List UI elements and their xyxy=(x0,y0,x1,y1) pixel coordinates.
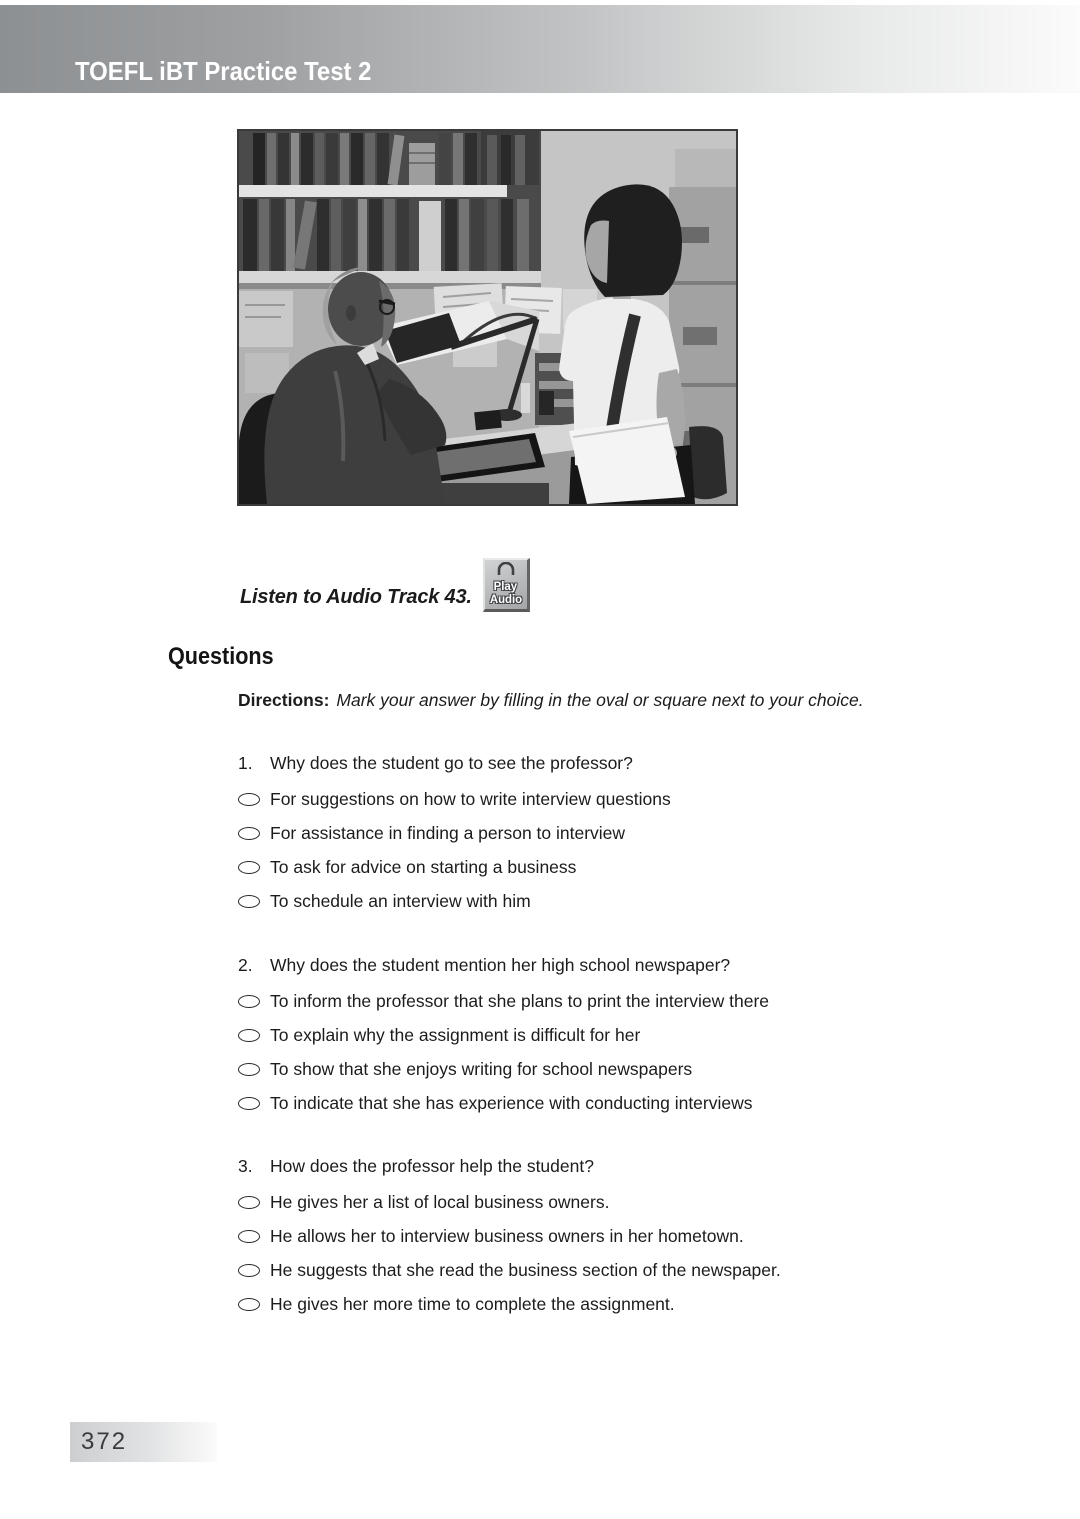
office-scene-graphic xyxy=(239,131,736,504)
question-2 xyxy=(238,954,1038,977)
answer-oval[interactable] xyxy=(238,1196,260,1209)
bookshelf xyxy=(239,131,541,289)
answer-oval[interactable] xyxy=(238,1063,260,1076)
answer-option xyxy=(238,856,1038,879)
answer-option-label: To schedule an interview with him xyxy=(270,891,531,911)
answer-oval[interactable] xyxy=(238,1029,260,1042)
question-2-text: Why does the student mention her high school newspaper? xyxy=(270,955,731,975)
answer-option-label: To ask for advice on starting a business xyxy=(270,857,577,877)
answer-option-label: For suggestions on how to write interview questions xyxy=(270,789,671,809)
question-2-number: 2. xyxy=(238,955,253,975)
answer-option-label: To indicate that she has experience with conducting interviews xyxy=(270,1093,753,1113)
header-band xyxy=(0,5,1080,93)
page-title: TOEFL iBT Practice Test 2 xyxy=(75,56,372,86)
answer-option xyxy=(238,1092,1038,1115)
directions-text: Mark your answer by filling in the oval or square next to your choice. xyxy=(336,690,864,710)
answer-option xyxy=(238,990,1038,1013)
headphones-icon xyxy=(496,562,516,580)
answer-oval[interactable] xyxy=(238,1230,260,1243)
answer-oval[interactable] xyxy=(238,861,260,874)
answer-option xyxy=(238,1259,1038,1282)
answer-oval[interactable] xyxy=(238,827,260,840)
answer-option-label: He gives her a list of local business owners. xyxy=(270,1192,610,1212)
question-1-text: Why does the student go to see the professor? xyxy=(270,753,633,773)
question-3-text: How does the professor help the student? xyxy=(270,1156,594,1176)
answer-option-label: He gives her more time to complete the assignment. xyxy=(270,1294,675,1314)
answer-option xyxy=(238,822,1038,845)
answer-option xyxy=(238,788,1038,811)
answer-option-label: For assistance in finding a person to interview xyxy=(270,823,626,843)
answer-option xyxy=(238,1024,1038,1047)
answer-option xyxy=(238,1058,1038,1081)
question-1-number: 1. xyxy=(238,753,253,773)
answer-option-label: To show that she enjoys writing for school newspapers xyxy=(270,1059,693,1079)
answer-option-label: To inform the professor that she plans to print the interview there xyxy=(270,991,770,1011)
answer-oval[interactable] xyxy=(238,1264,260,1277)
question-3-number: 3. xyxy=(238,1156,253,1176)
answer-option-label: He suggests that she read the business section of the newspaper. xyxy=(270,1260,781,1280)
directions-label: Directions: xyxy=(238,690,330,710)
answer-option xyxy=(238,1293,1038,1316)
answer-oval[interactable] xyxy=(238,793,260,806)
question-3 xyxy=(238,1155,1038,1178)
answer-option xyxy=(238,890,1038,913)
directions-line xyxy=(238,690,1048,711)
play-audio-label-line2: Audio xyxy=(489,591,522,606)
answer-oval[interactable] xyxy=(238,1097,260,1110)
answer-option xyxy=(238,1191,1038,1214)
question-block-3 xyxy=(238,1155,1038,1316)
question-1 xyxy=(238,752,1038,775)
question-block-2 xyxy=(238,954,1038,1115)
answer-oval[interactable] xyxy=(238,895,260,908)
audio-instruction: Listen to Audio Track 43. xyxy=(240,586,472,608)
footer-band xyxy=(70,1422,217,1462)
page-number: 372 xyxy=(81,1428,128,1455)
answer-option xyxy=(238,1225,1038,1248)
questions-heading: Questions xyxy=(168,643,274,670)
answer-option-label: He allows her to interview business owners in her hometown. xyxy=(270,1226,744,1246)
play-audio-label-line1: Play xyxy=(494,579,518,593)
lecture-photo xyxy=(237,129,738,506)
answer-option-label: To explain why the assignment is difficult for her xyxy=(270,1025,641,1045)
audio-row xyxy=(240,558,530,612)
answer-oval[interactable] xyxy=(238,995,260,1008)
answer-oval[interactable] xyxy=(238,1298,260,1311)
question-block-1 xyxy=(238,752,1038,913)
play-audio-button[interactable] xyxy=(483,558,530,612)
